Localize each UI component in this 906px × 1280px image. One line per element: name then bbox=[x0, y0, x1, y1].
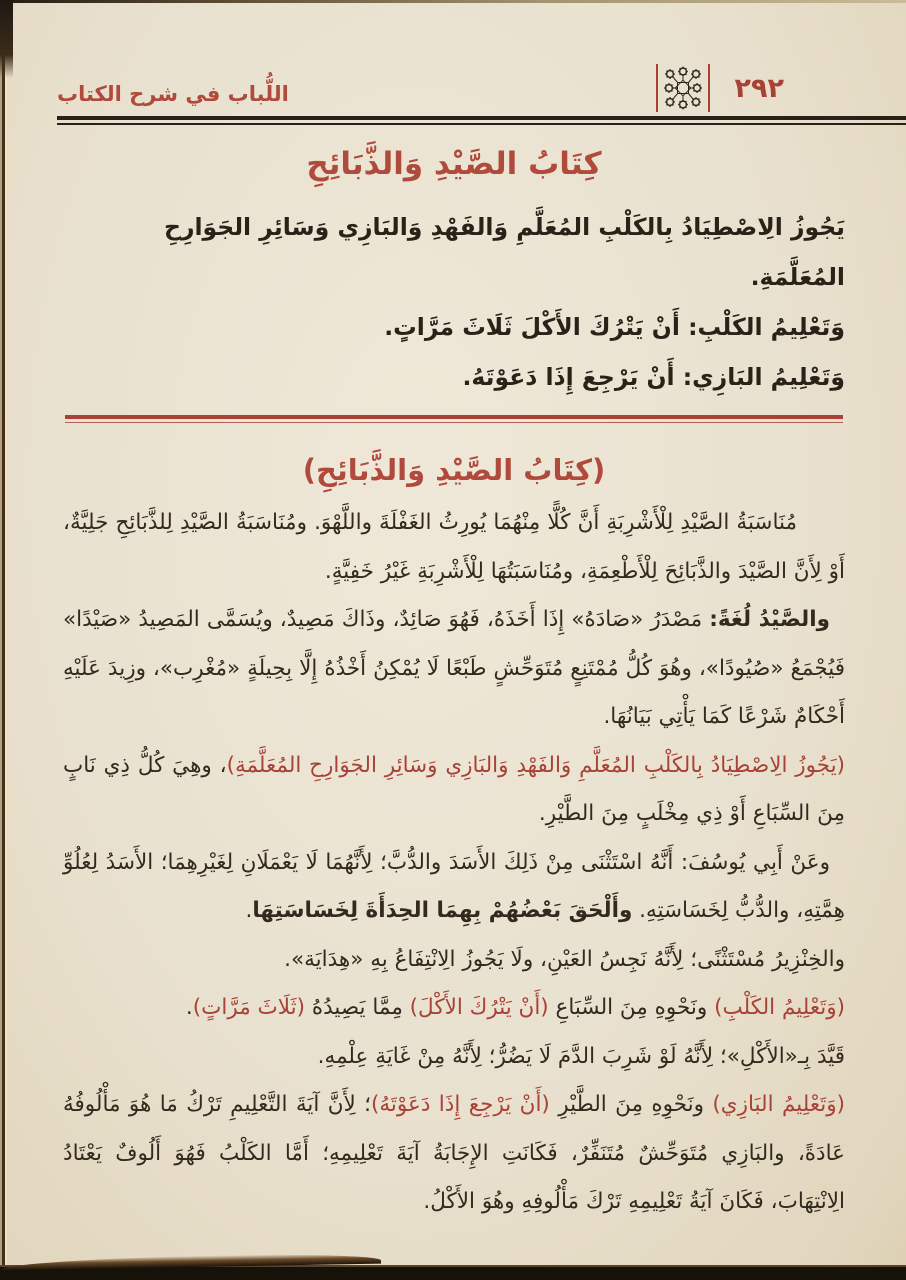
commentary-text-segment: وعَنْ أَبِي يُوسُفَ: أَنَّهُ اسْتَثْنَى مِنْ ذَلِكَ الأَسَدَ والدُّبَّ؛ لِأَنَّهُمَا لَا يَعْمَلَانِ لِغَيْرِهِمَا؛ الأَسَدُ لِعُلُوِّ هِمَّتِهِ، والدُّبُّ لِخَسَاسَتِهِ. bbox=[63, 849, 845, 923]
matn-quote-segment: (أَنْ يَرْجِعَ إِذَا دَعَوْتَهُ) bbox=[371, 1092, 550, 1117]
page-edge-bottom bbox=[0, 1265, 906, 1280]
matn-line: يَجُوزُ الِاصْطِيَادُ بِالكَلْبِ المُعَلَّمِ وَالفَهْدِ وَالبَازِي وَسَائِرِ الجَوَارِحِ المُعَلَّمَةِ. bbox=[164, 213, 845, 291]
commentary-text-segment: ونَحْوِهِ مِنَ السِّبَاعِ bbox=[548, 995, 715, 1020]
matn-quote-segment: (وَتَعْلِيمُ البَازِي) bbox=[712, 1092, 845, 1117]
matn-line: وَتَعْلِيمُ الكَلْبِ: أَنْ يَتْرُكَ الأَكْلَ ثَلَاثَ مَرَّاتٍ. bbox=[384, 313, 845, 341]
commentary-paragraph bbox=[63, 936, 845, 985]
commentary-text-segment: وأَلْحَقَ بَعْضُهُمْ بِهِمَا الحِدَأَةَ لِخَسَاسَتِهَا bbox=[252, 898, 633, 923]
page-number: ٢٩٢ bbox=[734, 72, 784, 104]
commentary-text-segment: . bbox=[245, 898, 253, 923]
commentary-text-segment: قَيَّدَ بِـ«الأَكْلِ»؛ لِأَنَّهُ لَوْ شَرِبَ الدَّمَ لَا يَضُرُّ؛ لِأَنَّهُ مِنْ غَايَةِ عِلْمِهِ. bbox=[317, 1043, 845, 1069]
commentary-paragraph bbox=[63, 1081, 845, 1227]
matn-quote-segment: (يَجُوزُ الِاصْطِيَادُ بِالكَلْبِ المُعَلَّمِ وَالفَهْدِ وَالبَازِي وَسَائِرِ الجَوَارِحِ المُعَلَّمَةِ) bbox=[226, 752, 845, 778]
book-title: اللُّباب في شرح الكتاب bbox=[57, 82, 289, 106]
commentary-paragraph bbox=[63, 742, 845, 839]
matn-quote-segment: (وَتَعْلِيمُ الكَلْبِ) bbox=[714, 995, 845, 1020]
commentary-paragraph bbox=[63, 499, 845, 596]
matn-line: وَتَعْلِيمُ البَازِي: أَنْ يَرْجِعَ إِذَا دَعَوْتَهُ. bbox=[462, 363, 845, 391]
commentary-heading: (كِتَابُ الصَّيْدِ وَالذَّبَائِحِ) bbox=[302, 453, 606, 487]
commentary-text-segment: والخِنْزِيرُ مُسْتَثْنًى؛ لِأَنَّهُ نَجِسُ العَيْنِ، ولَا يَجُوزُ الِانْتِفَاعُ بِهِ «هِدَايَة». bbox=[284, 946, 845, 972]
chapter-title: كِتَابُ الصَّيْدِ وَالذَّبَائِحِ bbox=[306, 146, 602, 182]
commentary-section bbox=[63, 499, 845, 1227]
commentary-paragraph bbox=[63, 984, 845, 1033]
commentary-text-segment: مُنَاسَبَةُ الصَّيْدِ لِلْأَشْرِبَةِ أَنَّ كُلًّا مِنْهُمَا يُورِثُ الغَفْلَةَ واللَّهْوَ. ومُنَاسَبَةُ الصَّيْدِ لِلذَّبَائِحِ جَلِيَّةٌ، أَوْ لِأَنَّ الصَّيْدَ والذَّبَائِحَ لِلْأَطْعِمَةِ، ومُنَاسَبَتُهَا لِلْأَشْرِبَةِ غَيْرُ خَفِيَّةٍ. bbox=[63, 510, 845, 584]
commentary-paragraph bbox=[63, 839, 845, 936]
commentary-text-segment: مِمَّا يَصِيدُهُ bbox=[305, 995, 410, 1020]
commentary-text-segment: ونَحْوِهِ مِنَ الطَّيْرِ bbox=[549, 1092, 713, 1117]
matn-quote-segment: (أَنْ يَتْرُكَ الأَكْلَ) bbox=[409, 995, 549, 1020]
commentary-text-segment: . bbox=[185, 995, 193, 1020]
commentary-text-segment: ؛ لِأَنَّ آيَةَ التَّعْلِيمِ تَرْكُ مَا هُوَ مَأْلُوفُهُ عَادَةً، والبَازِي مُتَوَحِّشٌ مُتَنَفِّرٌ، فَكَانَتِ الإِجَابَةُ آيَةَ تَعْلِيمِهِ؛ أَمَّا الكَلْبُ فَهُوَ أَلُوفٌ يَعْتَادُ الِانْتِهَابَ، فَكَانَ آيَةُ تَعْلِيمِهِ تَرْكَ مَأْلُوفِهِ وهُوَ الأَكْلُ. bbox=[63, 1092, 845, 1214]
commentary-paragraph bbox=[63, 1033, 845, 1082]
commentary-paragraph bbox=[63, 596, 845, 742]
matn-quote-segment: (ثَلَاثَ مَرَّاتٍ) bbox=[192, 995, 305, 1020]
commentary-text-segment: ، وهِيَ كُلُّ ذِي نَابٍ مِنَ السِّبَاعِ أَوْ ذِي مِخْلَبٍ مِنَ الطَّيْرِ. bbox=[63, 752, 845, 826]
commentary-text-segment: مَصْدَرُ «صَادَهُ» إِذَا أَخَذَهُ، فَهُوَ صَائِدٌ، وذَاكَ مَصِيدٌ، ويُسَمَّى المَصِيدُ «صَيْدًا» فَيُجْمَعُ «صُيُودًا»، وهُوَ كُلُّ مُمْتَنِعٍ مُتَوَحِّشٍ طَبْعًا لَا يُمْكِنُ أَخْذُهُ إِلَّا بِحِيلَةٍ «مُغْرِب»، وزِيدَ عَلَيْهِ أَحْكَامٌ شَرْعًا كَمَا يَأْتِي بَيَانُهَا. bbox=[63, 607, 845, 729]
matn-sharh-separator bbox=[65, 415, 843, 423]
matn-section bbox=[63, 202, 845, 402]
commentary-text-segment: والصَّيْدُ لُغَةً: bbox=[709, 607, 830, 632]
